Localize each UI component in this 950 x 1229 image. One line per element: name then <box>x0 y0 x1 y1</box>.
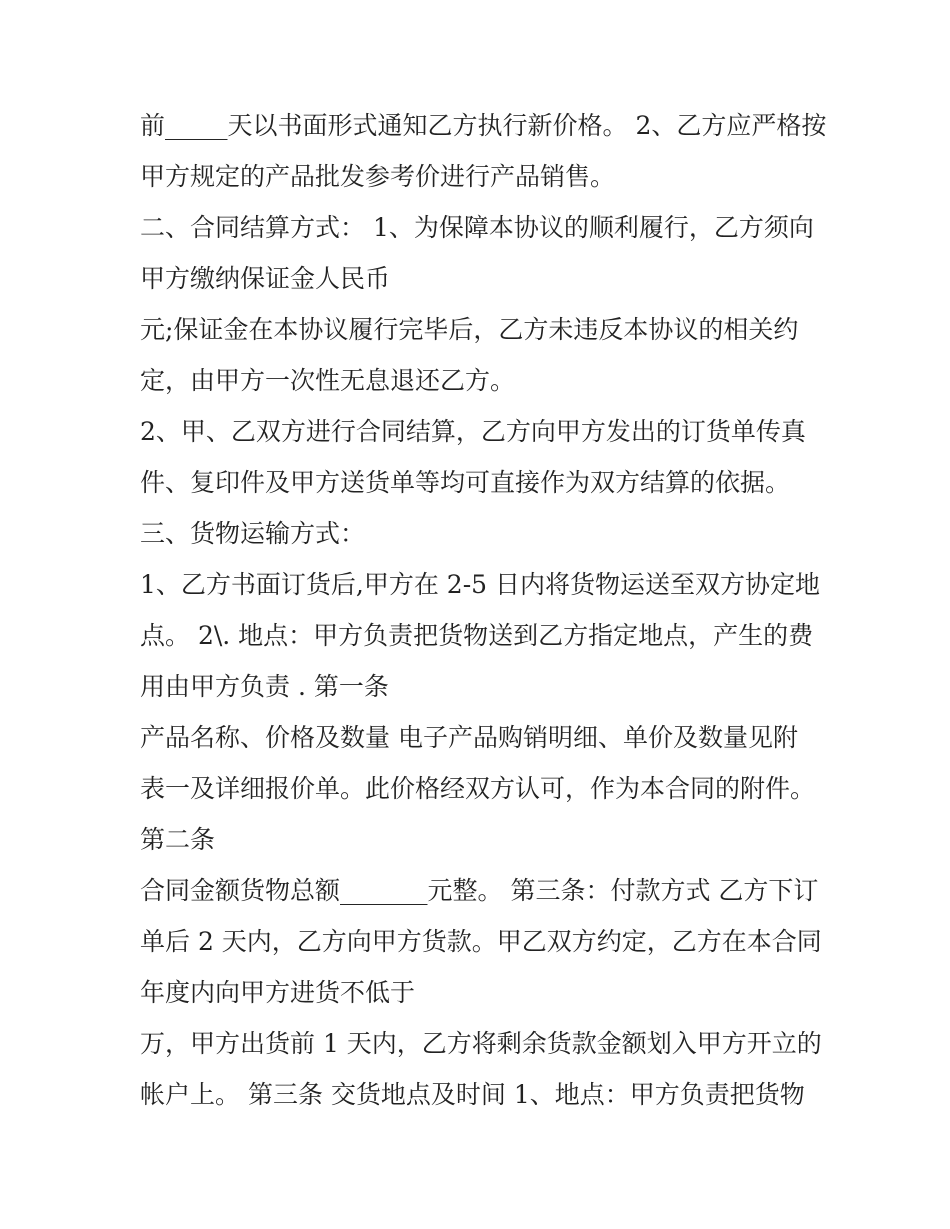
text-line-1: 前_____天以书面形式通知乙方执行新价格。 2、乙方应严格按 <box>140 111 827 140</box>
text-line-13: 产品名称、价格及数量 电子产品购销明细、单价及数量见附 <box>140 723 798 752</box>
text-line-5: 元;保证金在本协议履行完毕后，乙方未违反本协议的相关约 <box>140 315 799 344</box>
contract-text <box>140 100 827 1120</box>
text-line-9: 三、货物运输方式： <box>140 519 366 548</box>
text-line-18: 年度内向甲方进货不低于 <box>140 978 416 1007</box>
text-line-14: 表一及详细报价单。此价格经双方认可，作为本合同的附件。 <box>140 774 816 803</box>
text-line-2: 甲方规定的产品批发参考价进行产品销售。 <box>140 162 616 191</box>
text-line-4: 甲方缴纳保证金人民币 <box>140 264 391 293</box>
text-line-15: 第二条 <box>140 825 216 854</box>
text-line-16: 合同金额货物总额_______元整。 第三条：付款方式 乙方下订 <box>140 876 819 905</box>
text-line-20: 帐户上。 第三条 交货地点及时间 1、地点：甲方负责把货物 <box>140 1080 805 1109</box>
text-line-6: 定，由甲方一次性无息退还乙方。 <box>140 366 516 395</box>
text-line-7: 2、甲、乙双方进行合同结算，乙方向甲方发出的订货单传真 <box>140 417 806 446</box>
text-line-3: 二、合同结算方式： 1、为保障本协议的顺利履行，乙方须向 <box>140 213 814 242</box>
text-line-19: 万，甲方出货前 1 天内，乙方将剩余货款金额划入甲方开立的 <box>140 1029 822 1058</box>
text-line-8: 件、复印件及甲方送货单等均可直接作为双方结算的依据。 <box>140 468 791 497</box>
text-line-10: 1、乙方书面订货后,甲方在 2-5 日内将货物运送至双方协定地 <box>140 570 821 599</box>
text-line-11: 点。 2\. 地点：甲方负责把货物送到乙方指定地点，产生的费 <box>140 621 814 650</box>
text-line-17: 单后 2 天内，乙方向甲方货款。甲乙双方约定，乙方在本合同 <box>140 927 822 956</box>
text-line-12: 用由甲方负责 . 第一条 <box>140 672 389 701</box>
